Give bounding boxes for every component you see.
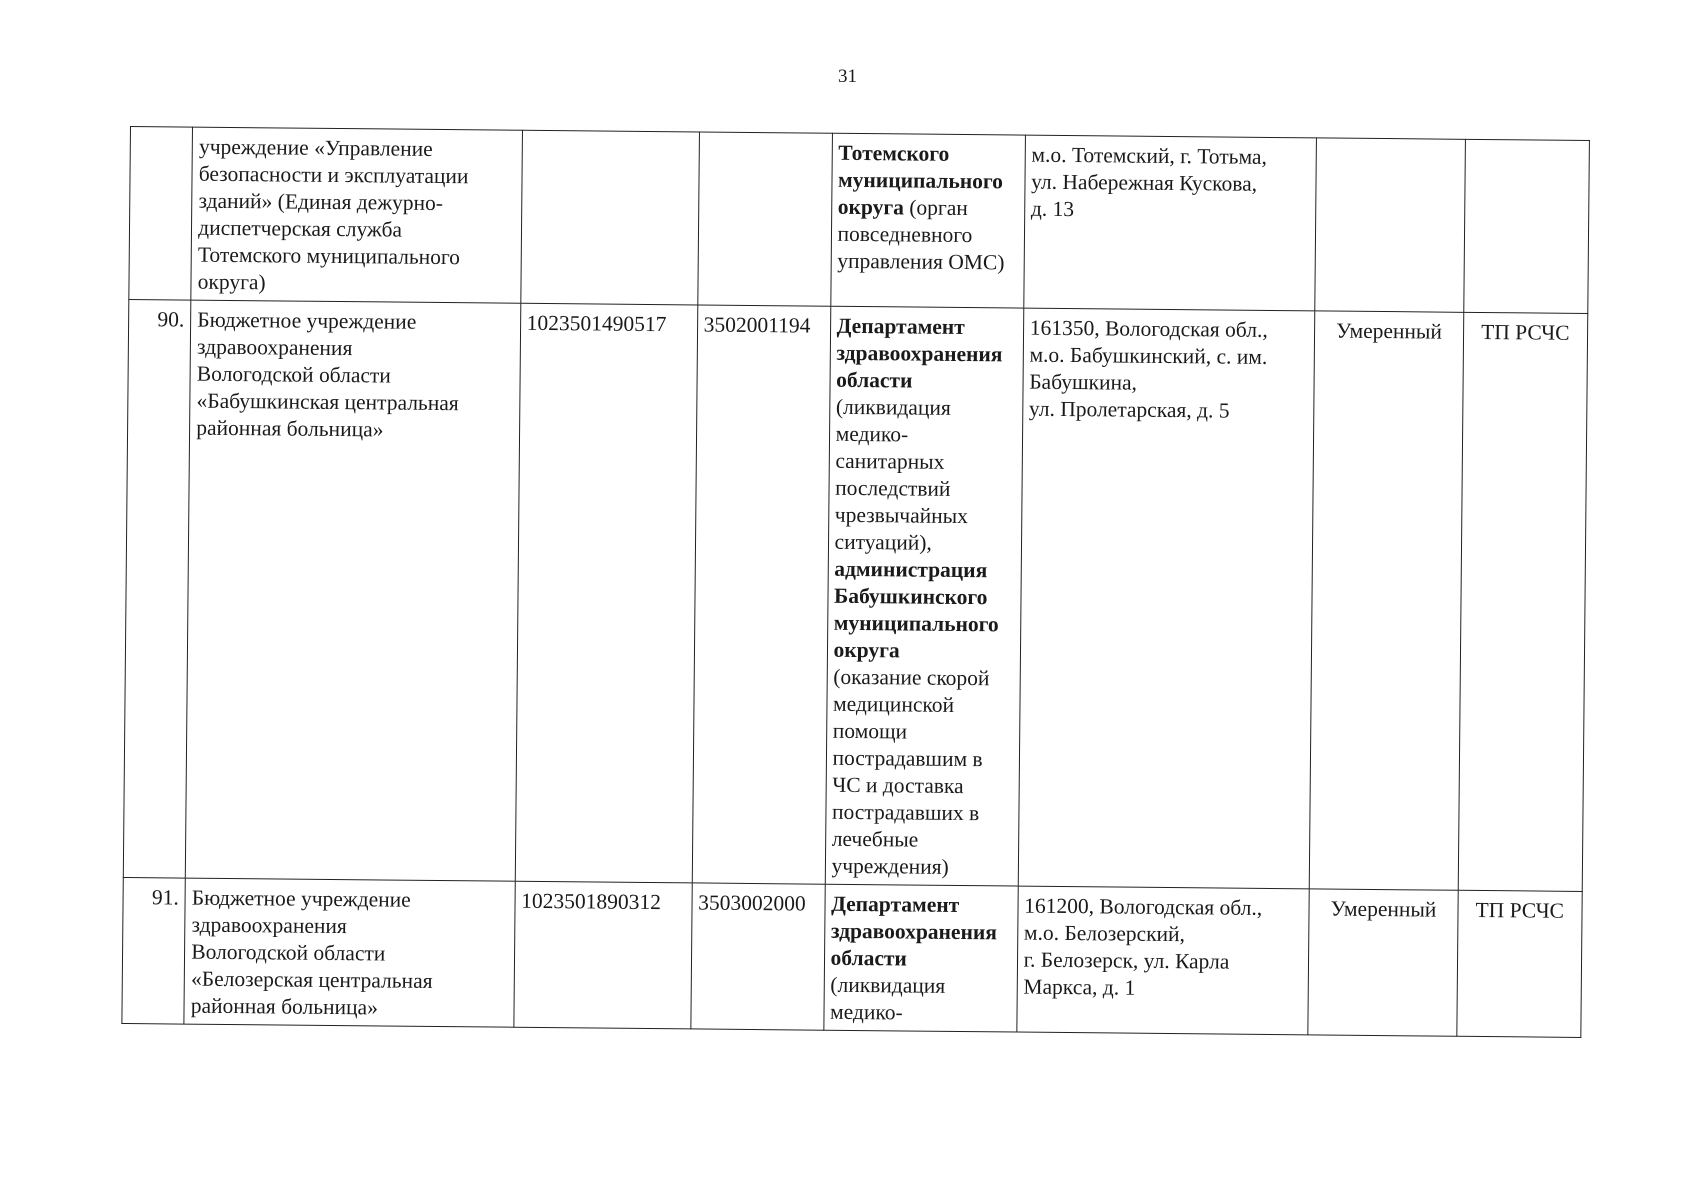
organization-name-line: Вологодской области — [196, 361, 391, 388]
table-row — [129, 127, 1590, 314]
department-line — [831, 853, 1011, 882]
department-line — [835, 502, 1015, 531]
registry-table — [121, 126, 1590, 1038]
address-line: 161200, Вологодская обл., — [1024, 893, 1263, 920]
department-line — [832, 745, 1012, 774]
department-function: медико- — [829, 999, 903, 1025]
department-name: администрация — [834, 556, 988, 583]
department-line — [832, 826, 1012, 855]
department-function: управления ОМС) — [837, 248, 1005, 275]
department-function: медико- — [835, 421, 909, 447]
organization-name-line: районная больница» — [196, 415, 384, 442]
department-function: медицинской — [832, 691, 955, 717]
organization-name-line: Вологодской области — [191, 939, 386, 966]
responsible-department — [825, 306, 1024, 886]
department-name: Департамент — [831, 891, 960, 917]
inn-code — [697, 132, 832, 306]
department-line — [831, 891, 1011, 920]
rschs-subsystem — [1456, 890, 1582, 1037]
department-line — [836, 421, 1016, 450]
department-function: чрезвычайных — [834, 502, 969, 529]
department-line — [833, 637, 1013, 666]
row-number-text: 91. — [151, 885, 179, 910]
row-number — [122, 877, 186, 1024]
inn-code-text: 3502001194 — [703, 312, 811, 338]
table-row — [123, 299, 1587, 891]
department-line — [830, 945, 1010, 974]
department-name: Департамент — [836, 313, 965, 340]
address-line: Бабушкина, — [1029, 369, 1138, 395]
department-line — [837, 313, 1017, 342]
department-function: (ликвидация — [830, 972, 946, 998]
organization-name — [186, 300, 521, 881]
rschs-subsystem — [1458, 312, 1588, 891]
organization-name-line: Бюджетное учреждение — [197, 307, 417, 334]
organization-name-line: «Белозерская центральная — [190, 966, 433, 993]
address-line: м.о. Бабушкинский, с. им. — [1029, 342, 1268, 369]
table-row — [122, 877, 1582, 1037]
department-function: пострадавшим в — [832, 745, 983, 772]
department-name: области — [830, 945, 908, 971]
address-line: д. 13 — [1030, 196, 1075, 222]
ogrn-code-text: 1023501890312 — [521, 888, 662, 915]
risk-category — [1310, 311, 1464, 890]
inn-code-text: 3503002000 — [698, 890, 806, 916]
department-line — [834, 529, 1014, 558]
department-function: помощи — [832, 718, 908, 744]
department-line — [833, 691, 1013, 720]
organization-name-line: учреждение «Управление — [198, 134, 433, 161]
department-line — [832, 799, 1012, 828]
responsible-department — [830, 133, 1025, 308]
address-line: м.о. Тотемский, г. Тотьма, — [1031, 142, 1268, 169]
department-line — [833, 718, 1013, 747]
rschs-subsystem — [1463, 139, 1589, 313]
rschs-subsystem-text: ТП РСЧС — [1475, 897, 1565, 923]
address-line: ул. Пролетарская, д. 5 — [1028, 396, 1230, 423]
page-number: 31 — [838, 66, 857, 87]
department-function: лечебные — [831, 826, 919, 852]
row-number — [123, 299, 191, 878]
organization-name-line: диспетчерская служба — [198, 215, 403, 242]
organization-name-line: здравоохранения — [196, 334, 353, 361]
risk-category-text: Умеренный — [1330, 896, 1437, 922]
department-function: (орган — [903, 195, 968, 221]
address-line: ул. Набережная Кускова, — [1031, 169, 1258, 196]
organization-name-line: «Бабушкинская центральная — [196, 388, 459, 416]
department-function: последствий — [835, 475, 951, 501]
department-function: пострадавших в — [831, 799, 980, 826]
ogrn-code — [515, 303, 698, 883]
organization-name-line: зданий» (Единая дежурно- — [198, 188, 444, 216]
department-line — [834, 556, 1014, 585]
ogrn-code — [513, 881, 691, 1029]
organization-name-line: Бюджетное учреждение — [191, 885, 411, 912]
risk-category-text: Умеренный — [1336, 318, 1443, 344]
department-line — [834, 583, 1014, 612]
department-name: округа — [833, 637, 900, 663]
department-name: здравоохранения — [830, 918, 998, 945]
department-line — [836, 340, 1016, 369]
address — [1018, 308, 1315, 889]
department-name: муниципального — [833, 610, 999, 637]
department-line — [831, 918, 1011, 947]
department-line — [833, 664, 1013, 693]
responsible-department — [823, 884, 1017, 1032]
department-function: ситуаций), — [834, 529, 932, 555]
department-line — [835, 448, 1015, 477]
department-line — [838, 140, 1018, 169]
department-function: повседневного — [837, 221, 973, 248]
department-line — [832, 772, 1012, 801]
address-line: 161350, Вологодская обл., — [1029, 315, 1268, 342]
address — [1023, 135, 1316, 311]
address-line: м.о. Белозерский, — [1023, 920, 1186, 947]
row-number — [129, 127, 193, 301]
department-name: округа — [837, 194, 905, 220]
department-line — [835, 475, 1015, 504]
ogrn-code-text: 1023501490517 — [526, 310, 667, 337]
department-function: учреждения) — [831, 853, 949, 879]
organization-name-line: безопасности и эксплуатации — [198, 161, 469, 189]
department-line — [830, 999, 1010, 1028]
organization-name-line: здравоохранения — [191, 912, 347, 939]
department-name: Бабушкинского — [833, 583, 988, 610]
organization-name-line: Тотемского муниципального — [197, 242, 461, 270]
department-line — [837, 248, 1017, 277]
department-name: области — [836, 367, 913, 393]
address-line: г. Белозерск, ул. Карла — [1023, 947, 1230, 974]
inn-code — [690, 883, 824, 1030]
inn-code — [692, 305, 831, 884]
ogrn-code — [520, 130, 699, 305]
department-line — [836, 394, 1016, 423]
risk-category — [1315, 138, 1465, 312]
department-function: санитарных — [835, 448, 945, 474]
department-line — [834, 610, 1014, 639]
department-function: (ликвидация — [835, 394, 951, 420]
department-line — [837, 221, 1017, 250]
organization-name-line: районная больница» — [190, 993, 379, 1020]
address — [1017, 886, 1310, 1035]
department-function: ЧС и доставка — [832, 772, 964, 799]
registry-rows — [122, 127, 1590, 1038]
organization-name-line: округа) — [197, 269, 266, 295]
department-name: муниципального — [837, 167, 1004, 194]
organization-name — [191, 127, 522, 303]
department-line — [830, 972, 1010, 1001]
organization-name — [184, 878, 515, 1027]
department-name: Тотемского — [838, 140, 950, 166]
department-line — [838, 194, 1018, 223]
risk-category — [1308, 889, 1457, 1036]
department-line — [836, 367, 1016, 396]
department-name: здравоохранения — [836, 340, 1003, 367]
department-function: (оказание скорой — [833, 664, 990, 691]
row-number-text: 90. — [157, 307, 185, 332]
rschs-subsystem-text: ТП РСЧС — [1481, 319, 1570, 345]
address-line: Маркса, д. 1 — [1023, 974, 1136, 1000]
department-line — [838, 167, 1018, 196]
